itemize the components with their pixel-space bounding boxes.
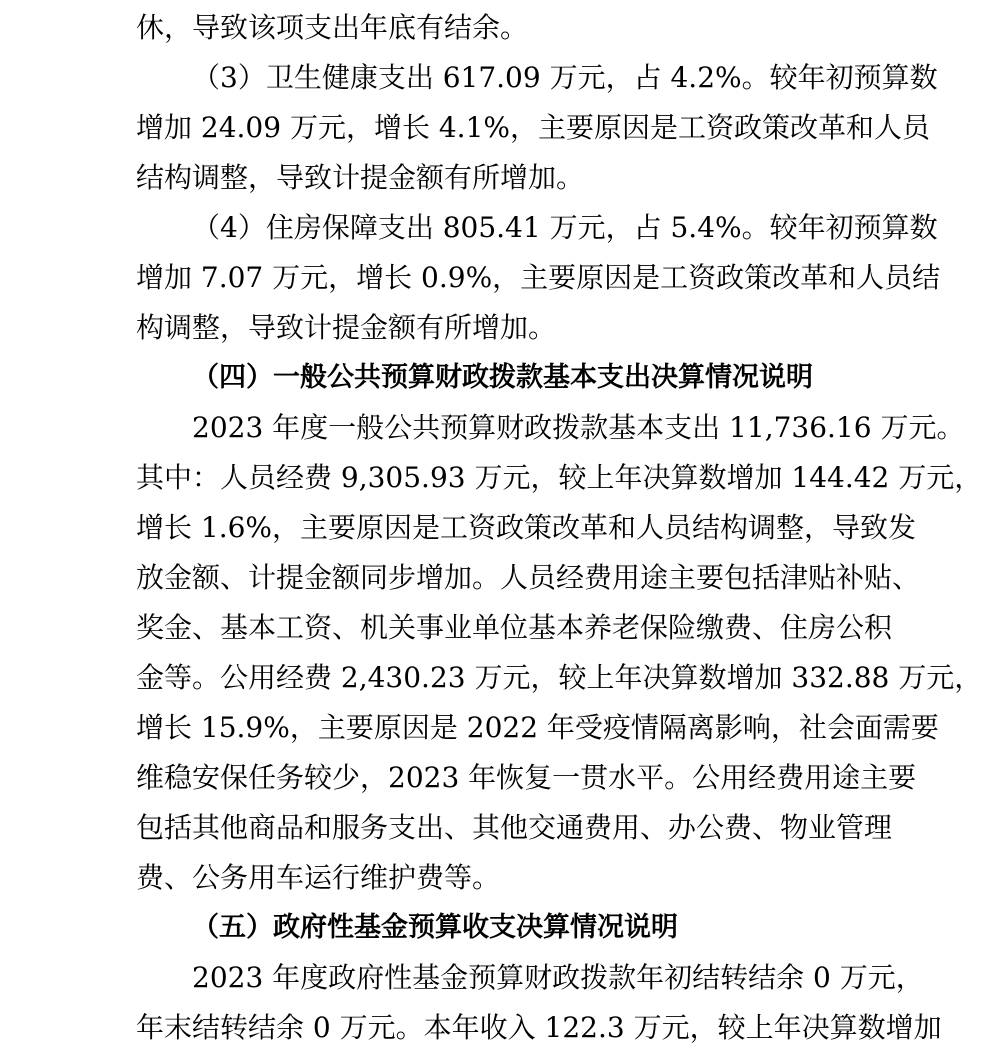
text-line: （3）卫生健康支出 617.09 万元，占 4.2%。较年初预算数: [192, 61, 938, 94]
text-line: 增长 1.6%，主要原因是工资政策改革和人员结构调整，导致发: [136, 511, 917, 544]
text-line: 增加 7.07 万元，增长 0.9%，主要原因是工资政策改革和人员结: [136, 261, 941, 294]
text-line: 费、公务用车运行维护费等。: [136, 861, 501, 894]
text-line: 结构调整，导致计提金额有所增加。: [136, 161, 585, 194]
text-line: 年末结转结余 0 万元。本年收入 122.3 万元，较上年决算数增加: [136, 1011, 942, 1044]
text-line: 增加 24.09 万元，增长 4.1%，主要原因是工资政策改革和人员: [136, 111, 930, 144]
text-line: 放金额、计提金额同步增加。人员经费用途主要包括津贴补贴、: [136, 561, 921, 594]
text-line: 休，导致该项支出年底有结余。: [136, 11, 529, 44]
text-line: 金等。公用经费 2,430.23 万元，较上年决算数增加 332.88 万元，: [136, 661, 983, 694]
text-line: 构调整，导致计提金额有所增加。: [136, 311, 557, 344]
text-line: 包括其他商品和服务支出、其他交通费用、办公费、物业管理: [136, 811, 893, 844]
text-line: 增长 15.9%，主要原因是 2022 年受疫情隔离影响，社会面需要: [136, 711, 939, 744]
section-heading: （五）政府性基金预算收支决算情况说明: [192, 912, 678, 943]
text-line: 其中：人员经费 9,305.93 万元，较上年决算数增加 144.42 万元，: [136, 461, 983, 494]
text-line: 2023 年度一般公共预算财政拨款基本支出 11,736.16 万元。: [192, 411, 965, 444]
text-line: 奖金、基本工资、机关事业单位基本养老保险缴费、住房公积: [136, 611, 893, 644]
text-line: 2023 年度政府性基金预算财政拨款年初结转结余 0 万元，: [192, 961, 924, 994]
text-line: （4）住房保障支出 805.41 万元，占 5.4%。较年初预算数: [192, 211, 938, 244]
section-heading: （四）一般公共预算财政拨款基本支出决算情况说明: [192, 362, 813, 393]
text-line: 维稳安保任务较少，2023 年恢复一贯水平。公用经费用途主要: [136, 761, 917, 794]
